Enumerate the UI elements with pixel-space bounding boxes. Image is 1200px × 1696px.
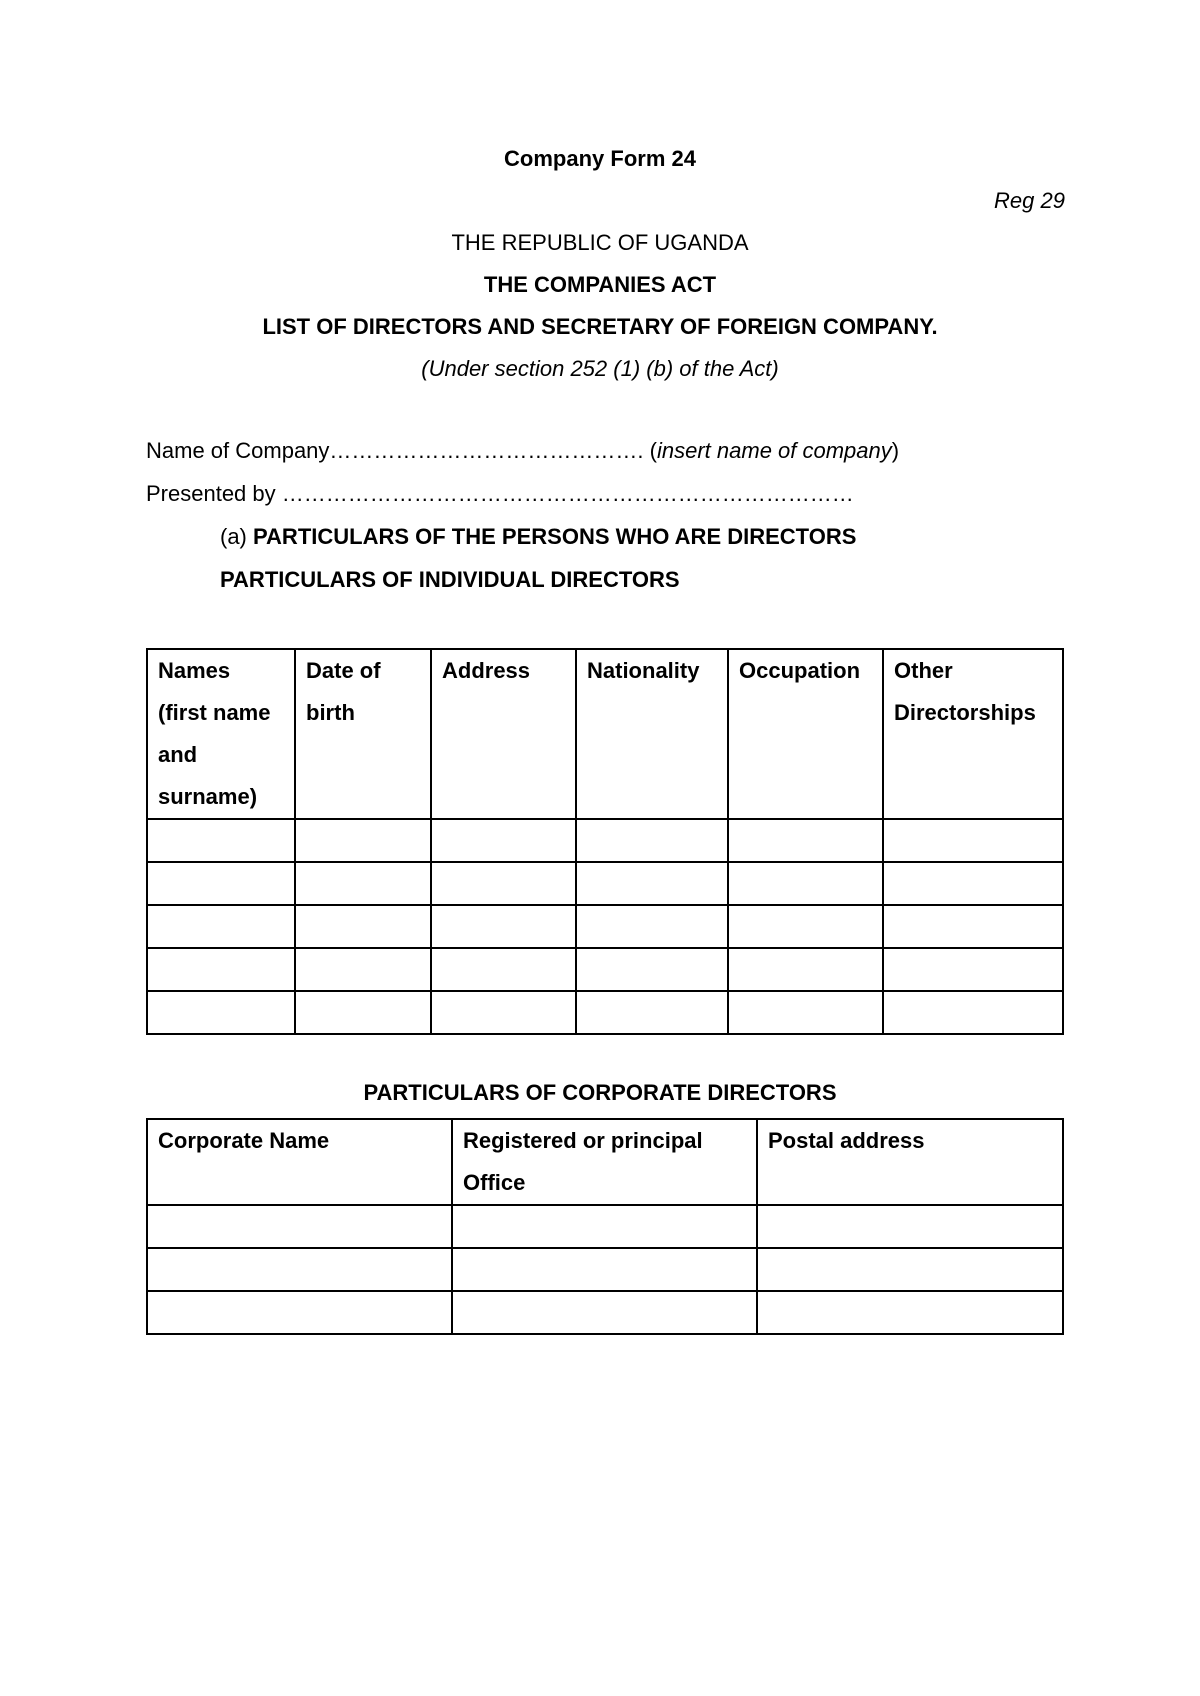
company-name-blank[interactable]: ……………………………………. ( bbox=[329, 438, 657, 463]
table-cell[interactable] bbox=[576, 862, 728, 905]
column-header-occupation: Occupation bbox=[728, 649, 883, 819]
individual-directors-heading: PARTICULARS OF INDIVIDUAL DIRECTORS bbox=[220, 567, 680, 592]
company-name-hint: insert name of company bbox=[656, 438, 892, 463]
table-cell[interactable] bbox=[147, 991, 295, 1034]
table-cell[interactable] bbox=[728, 948, 883, 991]
table-cell[interactable] bbox=[147, 1248, 452, 1291]
table-cell[interactable] bbox=[452, 1205, 757, 1248]
table-row bbox=[147, 862, 1063, 905]
table-cell[interactable] bbox=[883, 991, 1063, 1034]
form-title: Company Form 24 bbox=[504, 146, 696, 171]
table-cell[interactable] bbox=[728, 819, 883, 862]
table-cell[interactable] bbox=[757, 1248, 1063, 1291]
table-header-row bbox=[147, 1119, 1063, 1205]
column-header-postal-address: Postal address bbox=[757, 1119, 1063, 1205]
act-heading: THE COMPANIES ACT bbox=[483, 272, 717, 297]
table-row bbox=[147, 1248, 1063, 1291]
table-cell[interactable] bbox=[883, 819, 1063, 862]
column-header-date-of-birth: Date of birth bbox=[295, 649, 431, 819]
column-header-registered-office: Registered or principal Office bbox=[452, 1119, 757, 1205]
table-cell[interactable] bbox=[431, 948, 576, 991]
section-reference: (Under section 252 (1) (b) of the Act) bbox=[421, 356, 779, 381]
table-cell[interactable] bbox=[295, 991, 431, 1034]
table-cell[interactable] bbox=[757, 1291, 1063, 1334]
table-cell[interactable] bbox=[295, 819, 431, 862]
table-cell[interactable] bbox=[576, 819, 728, 862]
republic-heading: THE REPUBLIC OF UGANDA bbox=[451, 230, 749, 255]
presented-by-field[interactable] bbox=[146, 481, 854, 507]
regulation-reference: Reg 29 bbox=[994, 188, 1065, 213]
table-cell[interactable] bbox=[728, 991, 883, 1034]
table-cell[interactable] bbox=[147, 948, 295, 991]
table-cell[interactable] bbox=[883, 905, 1063, 948]
individual-directors-table bbox=[146, 648, 1064, 1035]
table-cell[interactable] bbox=[576, 948, 728, 991]
table-cell[interactable] bbox=[728, 862, 883, 905]
table-cell[interactable] bbox=[452, 1248, 757, 1291]
table-row bbox=[147, 819, 1063, 862]
presented-by-blank[interactable]: …………………………………………………………………… bbox=[281, 481, 854, 506]
table-row bbox=[147, 905, 1063, 948]
company-name-close: ) bbox=[891, 438, 900, 463]
company-name-field[interactable] bbox=[146, 438, 899, 464]
column-header-nationality: Nationality bbox=[576, 649, 728, 819]
part-a-heading bbox=[220, 524, 856, 550]
table-cell[interactable] bbox=[883, 948, 1063, 991]
table-cell[interactable] bbox=[295, 948, 431, 991]
table-cell[interactable] bbox=[431, 991, 576, 1034]
presented-by-label: Presented by bbox=[146, 481, 276, 506]
table-cell[interactable] bbox=[728, 905, 883, 948]
table-cell[interactable] bbox=[757, 1205, 1063, 1248]
table-cell[interactable] bbox=[431, 862, 576, 905]
table-cell[interactable] bbox=[147, 905, 295, 948]
part-a-title: PARTICULARS OF THE PERSONS WHO ARE DIRECTORS bbox=[253, 524, 857, 549]
table-cell[interactable] bbox=[431, 905, 576, 948]
table-cell[interactable] bbox=[576, 905, 728, 948]
table-cell[interactable] bbox=[295, 905, 431, 948]
corporate-directors-heading: PARTICULARS OF CORPORATE DIRECTORS bbox=[363, 1080, 837, 1105]
table-row bbox=[147, 948, 1063, 991]
part-a-prefix: (a) bbox=[220, 524, 253, 549]
table-cell[interactable] bbox=[452, 1291, 757, 1334]
table-cell[interactable] bbox=[431, 819, 576, 862]
column-header-corporate-name: Corporate Name bbox=[147, 1119, 452, 1205]
column-header-other-directorships: Other Directorships bbox=[883, 649, 1063, 819]
table-cell[interactable] bbox=[147, 819, 295, 862]
table-cell[interactable] bbox=[883, 862, 1063, 905]
column-header-address: Address bbox=[431, 649, 576, 819]
corporate-directors-table bbox=[146, 1118, 1064, 1335]
column-header-names: Names (first name and surname) bbox=[147, 649, 295, 819]
table-cell[interactable] bbox=[147, 862, 295, 905]
document-title: LIST OF DIRECTORS AND SECRETARY OF FOREIGN COMPANY. bbox=[262, 314, 938, 339]
table-cell[interactable] bbox=[147, 1291, 452, 1334]
table-row bbox=[147, 1205, 1063, 1248]
company-name-label: Name of Company bbox=[146, 438, 330, 463]
table-cell[interactable] bbox=[147, 1205, 452, 1248]
table-row bbox=[147, 991, 1063, 1034]
table-cell[interactable] bbox=[576, 991, 728, 1034]
table-cell[interactable] bbox=[295, 862, 431, 905]
table-header-row bbox=[147, 649, 1063, 819]
table-row bbox=[147, 1291, 1063, 1334]
